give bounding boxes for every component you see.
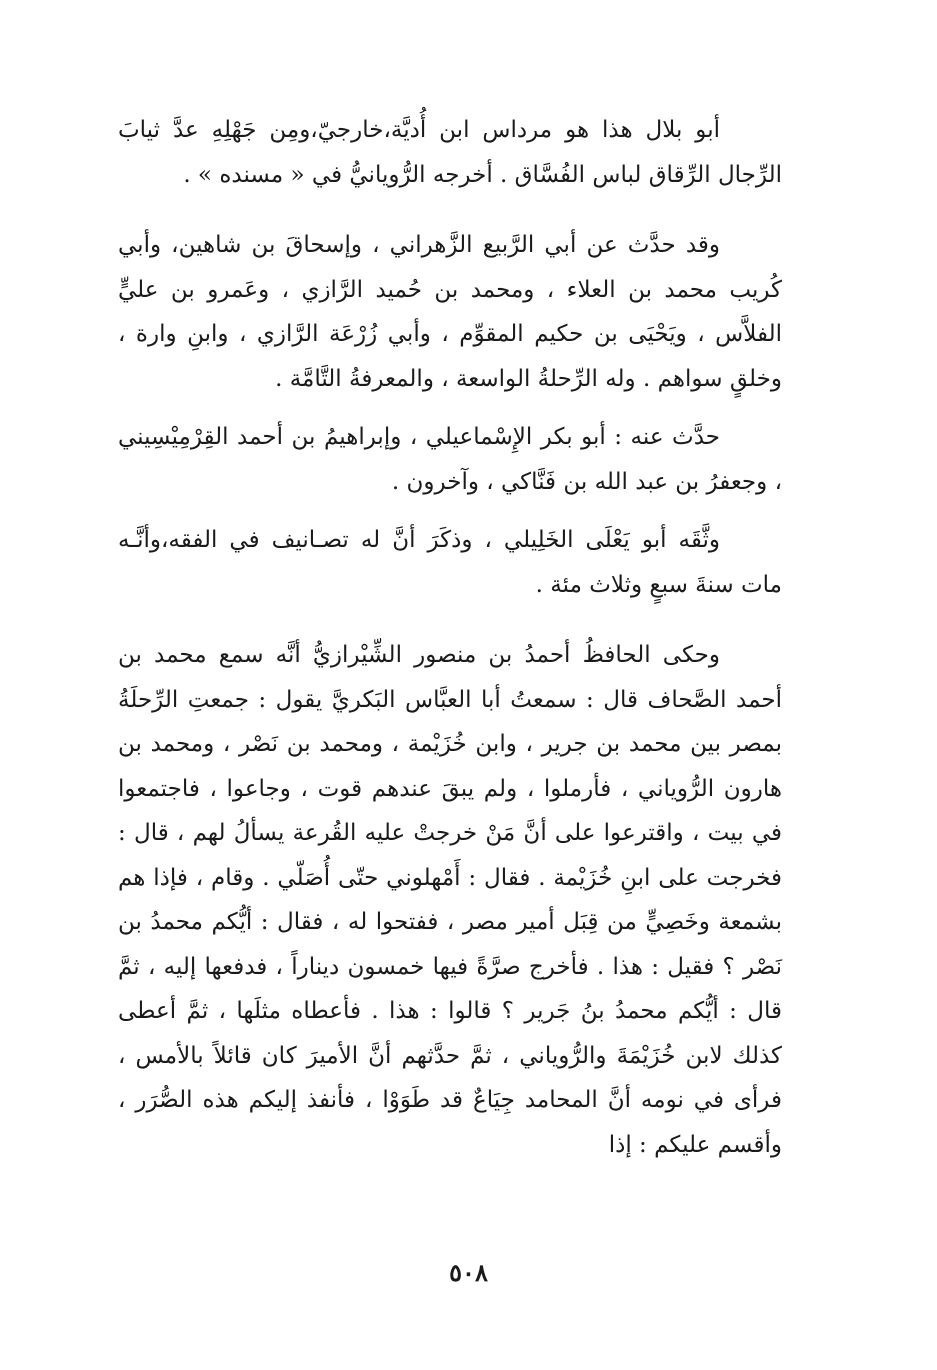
page-number: ٥٠٨	[449, 1258, 488, 1287]
paragraph-3: حدَّث عنه : أبو بكر الإِسْماعيلي ، وإبراهيمُ بن أحمد القِرْمِيْسِيني ، وجعفرُ بن عبد الله بن فَنَّاكي ، وآخرون .	[118, 424, 782, 495]
paragraph-2: وقد حدَّث عن أبي الرَّبيع الزَّهراني ، وإسحاقَ بن شاهين، وأبي كُريب محمد بن العلاء ، ومحمد بن حُميد الرَّازي ، وعَمرو بن عليٍّ الفلاَّس ، ويَحْيَى بن حكيم المقوِّم ، وأبي زُرْعَة الرَّازي ، وابنِ وارة ، وخلقٍ سواهم . وله الرِّحلةُ الواسعة ، والمعرفةُ التَّامَّة .	[118, 232, 782, 392]
paragraph-1: أبو بلال هذا هو مرداس ابن أُديَّة،خارجيّ،ومِن جَهْلِهِ عدَّ ثيابَ الرِّجال الرِّقاق لباس الفُسَّاق . أخرجه الرُّويانيُّ في « مسنده » .	[118, 117, 782, 188]
main-text	[118, 108, 782, 1167]
paragraph-4: وثَّقَه أبو يَعْلَى الخَلِيلي ، وذكَرَ أنَّ له تصـانيف في الفقه،وأنَّـه مات سنةَ سبعٍ وثلاث مئة .	[118, 527, 782, 598]
paragraph-5: وحكى الحافظُ أحمدُ بن منصور الشِّيْرازيُّ أنَّه سمع محمد بن أحمد الصَّحاف قال : سمعتُ أبا العبَّاس البَكريَّ يقول : جمعتِ الرِّحلَةُ بمصر بين محمد بن جرير ، وابن خُزَيْمة ، ومحمد بن نَصْر ، ومحمد بن هارون الرُّوياني ، فأرملوا ، ولم يبقَ عندهم قوت ، وجاعوا ، فاجتمعوا في بيت ، واقترعوا على أنَّ مَنْ خرجتْ عليه القُرعة يسألُ لهم ، قال : فخرجت على ابنِ خُزَيْمة . فقال : أَمْهلوني حتّى أُصَلّي . وقام ، فإذا هم بشمعة وخَصِيٍّ من قِبَل أمير مصر ، ففتحوا له ، فقال : أيُّكم محمدُ بن نَصْر ؟ فقيل : هذا . فأخرج صرَّةً فيها خمسون ديناراً ، فدفعها إليه ، ثمَّ قال : أيُّكم محمدُ بنُ جَرير ؟ قالوا : هذا . فأعطاه مثلَها ، ثمَّ أعطى كذلك لابن خُزَيْمَةَ والرُّوياني ، ثمَّ حدَّثهم أنَّ الأميرَ كان قائلاً بالأمس ، فرأى في نومه أنَّ المحامد جِيَاعٌ قد طَوَوْا ، فأنفذ إليكم هذه الصُّرَر ، وأقسم عليكم : إذا	[118, 642, 782, 1158]
